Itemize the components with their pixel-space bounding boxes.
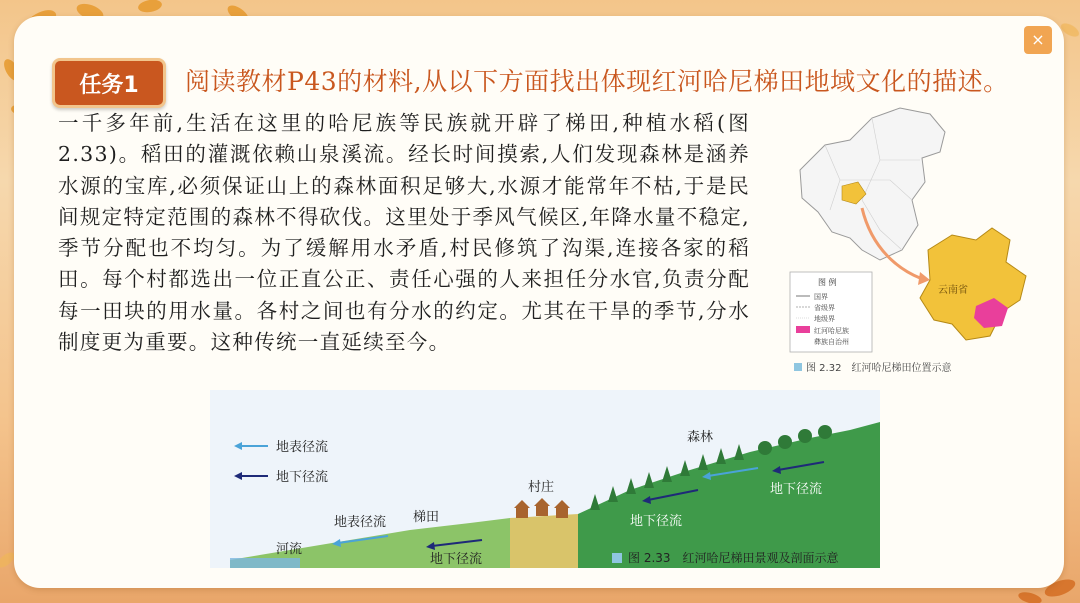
- legend-item-1: 国界: [814, 293, 828, 301]
- label-village: 村庄: [528, 480, 555, 495]
- passage-text: 一千多年前,生活在这里的哈尼族等民族就开辟了梯田,种植水稻(图2.33)。稻田的灌溉依赖山泉溪流。经长时间摸索,人们发现森林是涵养水源的宝库,必须保证山上的森林面积足够大,水源才能常年不枯,于是民间规定特定范围的森林不得砍伐。这里处于季风气候区,年降水量不稳定,季节分配也不均匀。为了缓解用水矛盾,村民修筑了沟渠,连接各家的稻田。每个村都选出一位正直公正、责任心强的人来担任分水官,负责分配每一田块的用水量。各村之间也有分水的约定。尤其在干旱的季节,分水制度更为重要。这种传统一直延续至今。: [58, 111, 750, 355]
- label-underground-2: 地下径流: [630, 514, 683, 529]
- village-block: [510, 514, 578, 568]
- label-underground-1: 地下径流: [430, 552, 483, 567]
- map-caption: [794, 359, 1044, 375]
- label-river: 河流: [276, 542, 303, 557]
- province-label: 云南省: [938, 285, 968, 296]
- label-forest: 森林: [687, 430, 714, 445]
- legend-underground-runoff: 地下径流: [276, 470, 329, 485]
- legend-item-4-line: 红河哈尼族: [814, 327, 849, 335]
- map-caption-text: 图 2.32 红河哈尼梯田位置示意: [806, 363, 952, 374]
- terrace-profile-diagram: [210, 390, 880, 568]
- legend-item-2: 省级界: [814, 304, 835, 312]
- legend-surface-runoff: 地表径流: [276, 440, 329, 455]
- profile-caption: 图 2.33 红河哈尼梯田景观及剖面示意: [628, 551, 839, 565]
- label-underground-3: 地下径流: [770, 482, 823, 497]
- yunnan-province: [920, 228, 1026, 340]
- caption-marker: [794, 363, 802, 371]
- legend-item-4-line2: 彝族自治州: [814, 338, 849, 346]
- legend-item-3: 地级界: [814, 315, 835, 323]
- label-terraces: 梯田: [413, 510, 440, 525]
- label-surface-runoff: 地表径流: [334, 515, 387, 530]
- legend-title: 图 例: [818, 278, 837, 287]
- location-map: [780, 100, 1050, 385]
- task-title: 阅读教材P43的材料,从以下方面找出体现红河哈尼梯田地域文化的描述。: [185, 67, 1009, 96]
- close-button[interactable]: ×: [1024, 26, 1052, 54]
- task-badge: 任务1: [52, 58, 166, 108]
